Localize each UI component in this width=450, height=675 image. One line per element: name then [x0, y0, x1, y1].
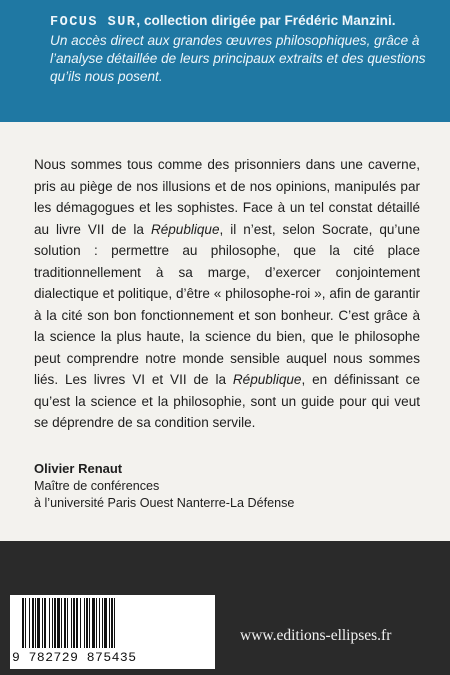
series-header-band — [0, 0, 450, 122]
barcode-bar — [109, 598, 110, 648]
work-title: République — [150, 221, 220, 237]
barcode-bar — [61, 598, 62, 648]
barcode-bar — [49, 598, 50, 648]
barcode-bar — [111, 598, 113, 648]
barcode-bar — [84, 598, 85, 648]
barcode-bar — [29, 598, 30, 648]
author-affiliation: à l’université Paris Ouest Nanterre-La Défense — [34, 496, 295, 510]
back-cover-summary — [34, 154, 420, 434]
barcode-bar — [57, 598, 60, 648]
series-editor: , collection dirigée par Frédéric Manzini. — [136, 13, 396, 28]
barcode-bar — [96, 598, 97, 648]
barcode-bar — [44, 598, 46, 648]
isbn-number: 9 782729 875435 — [12, 650, 137, 665]
author-name: Olivier Renaut — [34, 461, 123, 476]
barcode-bar — [92, 598, 95, 648]
barcode-bar — [22, 598, 24, 648]
barcode-bar — [37, 598, 40, 648]
barcode-bar — [76, 598, 78, 648]
series-header-text — [50, 12, 440, 86]
summary-text-3: , en définissant ce qu’est la science et la philosophie, sont un guide pour qui veut se déprendre de sa condition servile. — [34, 372, 420, 430]
barcode-bar — [86, 598, 88, 648]
author-block — [34, 460, 294, 513]
footer-band — [0, 541, 450, 675]
summary-text-2: , il n’est, selon Socrate, qu’une solution : permettre au philosophe, que la cité place traditionnellement à sa marge, d’exercer conjointement dialectique et politique, d’être « philosophe-roi », afin de garantir à la cité son bon fonctionnement et son bonheur. C’est grâce à la science la plus haute, la science du bien, que le philosophe peut comprendre notre monde sensible auquel nous sommes liés. Les livres VI et VII de la — [34, 221, 421, 387]
barcode-bar — [64, 598, 66, 648]
barcode-bar — [67, 598, 68, 648]
series-description: Un accès direct aux grandes œuvres philosophiques, grâce à l’analyse détaillée de leurs principaux extraits et des questions qu’ils nous posent. — [50, 33, 426, 84]
barcode-bar — [104, 598, 107, 648]
barcode-bar — [42, 598, 43, 648]
barcode-bar — [89, 598, 90, 648]
barcode-bar — [71, 598, 72, 648]
barcode-bars — [20, 598, 210, 648]
publisher-website: www.editions-ellipses.fr — [240, 627, 392, 644]
author-title: Maître de conférences — [34, 478, 160, 493]
summary-paragraph — [34, 154, 420, 434]
work-title: République — [232, 372, 302, 387]
barcode-bar — [52, 598, 53, 648]
barcode-bar — [32, 598, 34, 648]
series-name: FOCUS SUR — [50, 15, 137, 30]
barcode-bar — [99, 598, 100, 648]
summary-text-1: Nous sommes tous comme des prisonniers dans une caverne, pris au piège de nos illusions et de nos opinions, manipulés par les démagogues et les sophistes. Face à un tel constat détaillé au livre VII de la — [34, 157, 420, 237]
barcode-bar — [80, 598, 81, 648]
barcode-bar — [54, 598, 56, 648]
barcode-bar — [102, 598, 103, 648]
barcode-bar — [25, 598, 26, 648]
isbn-barcode — [10, 595, 215, 669]
barcode-bar — [35, 598, 36, 648]
barcode-bar — [73, 598, 75, 648]
barcode-bar — [114, 598, 115, 648]
